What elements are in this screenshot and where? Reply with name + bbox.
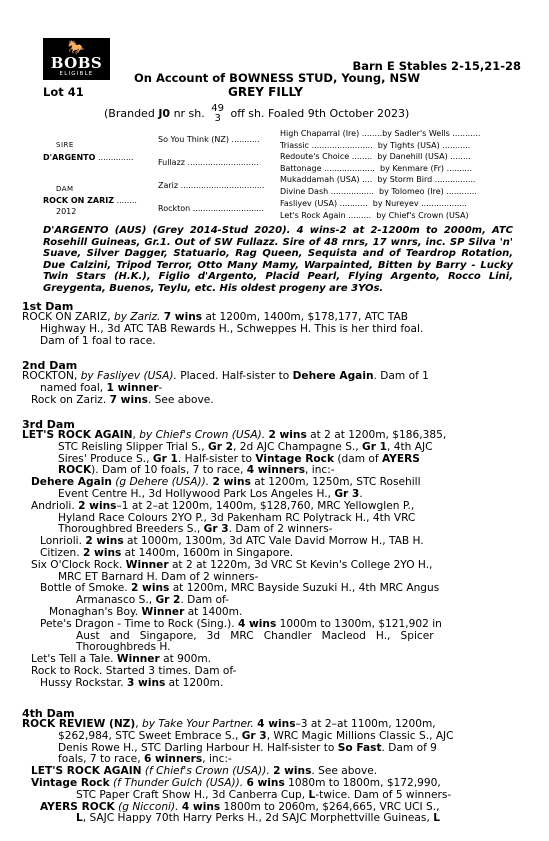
gen3-7: Fasliyev (USA) ........... by Nureyev .................. [280, 199, 467, 208]
logo-sub: ELIGIBLE [59, 71, 94, 77]
gen2-dam-dam: Rockton ............................ [158, 204, 264, 213]
sire-label: SIRE [56, 141, 74, 149]
dam3-text: LET'S ROCK AGAIN, by Chief's Crown (USA). 2 wins at 2 at 1200m, $186,385, STC Reisling Slipper Trial S., Gr 2, 2d AJC Champagne S., Gr 1, 4th AJC Sires' Produce S., Gr 1. Half-sister to Vintage Rock (dam of AYERS ROCK). Dam of 10 foals, 7 to race, 4 winners, inc:- Dehere Again (g Dehere (USA)). 2 wins at 1200m, 1250m, STC Rosehill Event Centre H., 3d Hollywood Park Los Angeles H., Gr 3. Andrioli. 2 wins–1 at 2–at 1200m, 1400m, $128,760, MRC Yellowglen P., Hyland Race Colours 2YO P., 3d Pakenham RC Polytrack H., 4th VRC Thoroughbred Breeders S., Gr 3. Dam of 2 winners- Lonrioli. 2 wins at 1000m, 1300m, 3d ATC Vale David Morrow H., TAB H. Citizen. 2 wins at 1400m, 1600m in Singapore. Six O'Clock Rock. Winner at 2 at 1220m, 3d VRC St Kevin's College 2YO H., MRC ET Barnard H. Dam of 2 winners- Bottle of Smoke. 2 wins at 1200m, MRC Bayside Suzuki H., 4th MRC Angus Armanasco S., Gr 2. Dam of- Monaghan's Boy. Winner at 1400m. Pete's Dragon - Time to Rock (Sing.). 4 wins 1000m to 1300m, $121,902 in Aust and Singapore, 3d MRC Chandler Macleod H., Spicer Thoroughbreds H. Let's Tell a Tale. Winner at 900m. Rock to Rock. Started 3 times. Dam of- Hussy Rockstar. 3 wins at 1200m. [22, 429, 447, 689]
brand-number [211, 104, 224, 124]
dam-label: DAM [56, 185, 74, 193]
section-4th-dam: 4th Dam [22, 707, 75, 720]
gen3-1: High Chaparral (Ire) ........by Sadler's Wells ........... [280, 129, 481, 138]
gen3-8: Let's Rock Again ......... by Chief's Crown (USA) [280, 211, 469, 220]
gen3-5: Mukaddamah (USA) .... by Storm Bird ................ [280, 175, 476, 184]
brand-num-bottom: 3 [214, 113, 221, 124]
lot-title: GREY FILLY [228, 85, 303, 99]
brand-post: off sh. Foaled 9th October 2023) [230, 107, 410, 120]
sire-name: D'ARGENTO .............. [43, 153, 134, 162]
gen3-4: Battonage .................... by Kenmare (Fr) .......... [280, 164, 473, 173]
dam2-text: ROCKTON, by Fasliyev (USA). Placed. Half-sister to Dehere Again. Dam of 1 named foal, 1 winner- Rock on Zariz. 7 wins. See above. [22, 370, 429, 406]
gen3-2: Triassic ........................ by Tights (USA) ........... [280, 141, 471, 150]
dam-year: 2012 [56, 207, 77, 216]
gen3-6: Divine Dash ................. by Tolomeo (Ire) ............ [280, 187, 477, 196]
section-2nd-dam: 2nd Dam [22, 359, 78, 372]
brand-mark: J0 [158, 107, 171, 120]
dam1-text: ROCK ON ZARIZ, by Zariz. 7 wins at 1200m, 1400m, $178,177, ATC TAB Highway H., 3d ATC TAB Rewards H., Schweppes H. This is her third foal. Dam of 1 foal to race. [22, 311, 424, 347]
logo-brand: BOBS [50, 54, 103, 72]
gen3-3: Redoute's Choice ........ by Danehill (USA) ........ [280, 152, 471, 161]
dam4-text: ROCK REVIEW (NZ), by Take Your Partner. 4 wins–3 at 2–at 1100m, 1200m, $262,984, STC Sweet Embrace S., Gr 3, WRC Magic Millions Classic S., AJC Denis Rowe H., STC Darling Harbour H. Half-sister to So Fast. Dam of 9 foals, 7 to race, 6 winners, inc:- LET'S ROCK AGAIN (f Chief's Crown (USA)). 2 wins. See above. Vintage Rock (f Thunder Gulch (USA)). 6 wins 1080m to 1800m, $172,990, STC Paper Craft Show H., 3d Canberra Cup, L-twice. Dam of 5 winners- AYERS ROCK (g Nicconi). 4 wins 1800m to 2060m, $264,665, VRC UCI S., L, SAJC Happy 70th Harry Perks H., 2d SAJC Morphettville Guineas, L [22, 718, 454, 825]
sire-description: D'ARGENTO (AUS) (Grey 2014-Stud 2020). 4 wins-2 at 2-1200m to 2000m, ATC Rosehill Guineas, Gr.1. Out of SW Fullazz. Sire of 48 rnrs, 17 wnrs, inc. SP Silva 'n' Suave, Silver Dagger, Statuario, Rag Queen, Sequista and of Teardrop Rotation, Due Calzini, Tripod Terror, Otto Many Mamy, Warpainted, Bitten by Barry - Lucky Twin Stars (H.K.), Figlio d'Argento, Placid Pearl, Flying Argento, Rocco Lini, Greygenta, Buenos, Teylu, etc. His oldest progeny are 3YOs. [43, 225, 513, 294]
dam-name: ROCK ON ZARIZ ........ [43, 196, 137, 205]
brand-num-top: 49 [211, 103, 224, 114]
brand-mid: nr sh. [173, 107, 205, 120]
gen2-sire-sire: So You Think (NZ) ........... [158, 135, 260, 144]
sales-logo [43, 38, 110, 80]
section-1st-dam: 1st Dam [22, 300, 74, 313]
horse-icon: 🐎 [67, 40, 86, 56]
brand-line [104, 104, 409, 124]
gen2-sire-dam: Fullazz ............................ [158, 158, 259, 167]
section-3rd-dam: 3rd Dam [22, 418, 75, 431]
lot-number: Lot 41 [43, 85, 84, 99]
gen2-dam-sire: Zariz ................................. [158, 181, 265, 190]
barn-info: Barn E Stables 2-15,21-28 [352, 59, 521, 73]
vendor-account: On Account of BOWNESS STUD, Young, NSW [134, 71, 421, 85]
brand-pre: (Branded [104, 107, 155, 120]
